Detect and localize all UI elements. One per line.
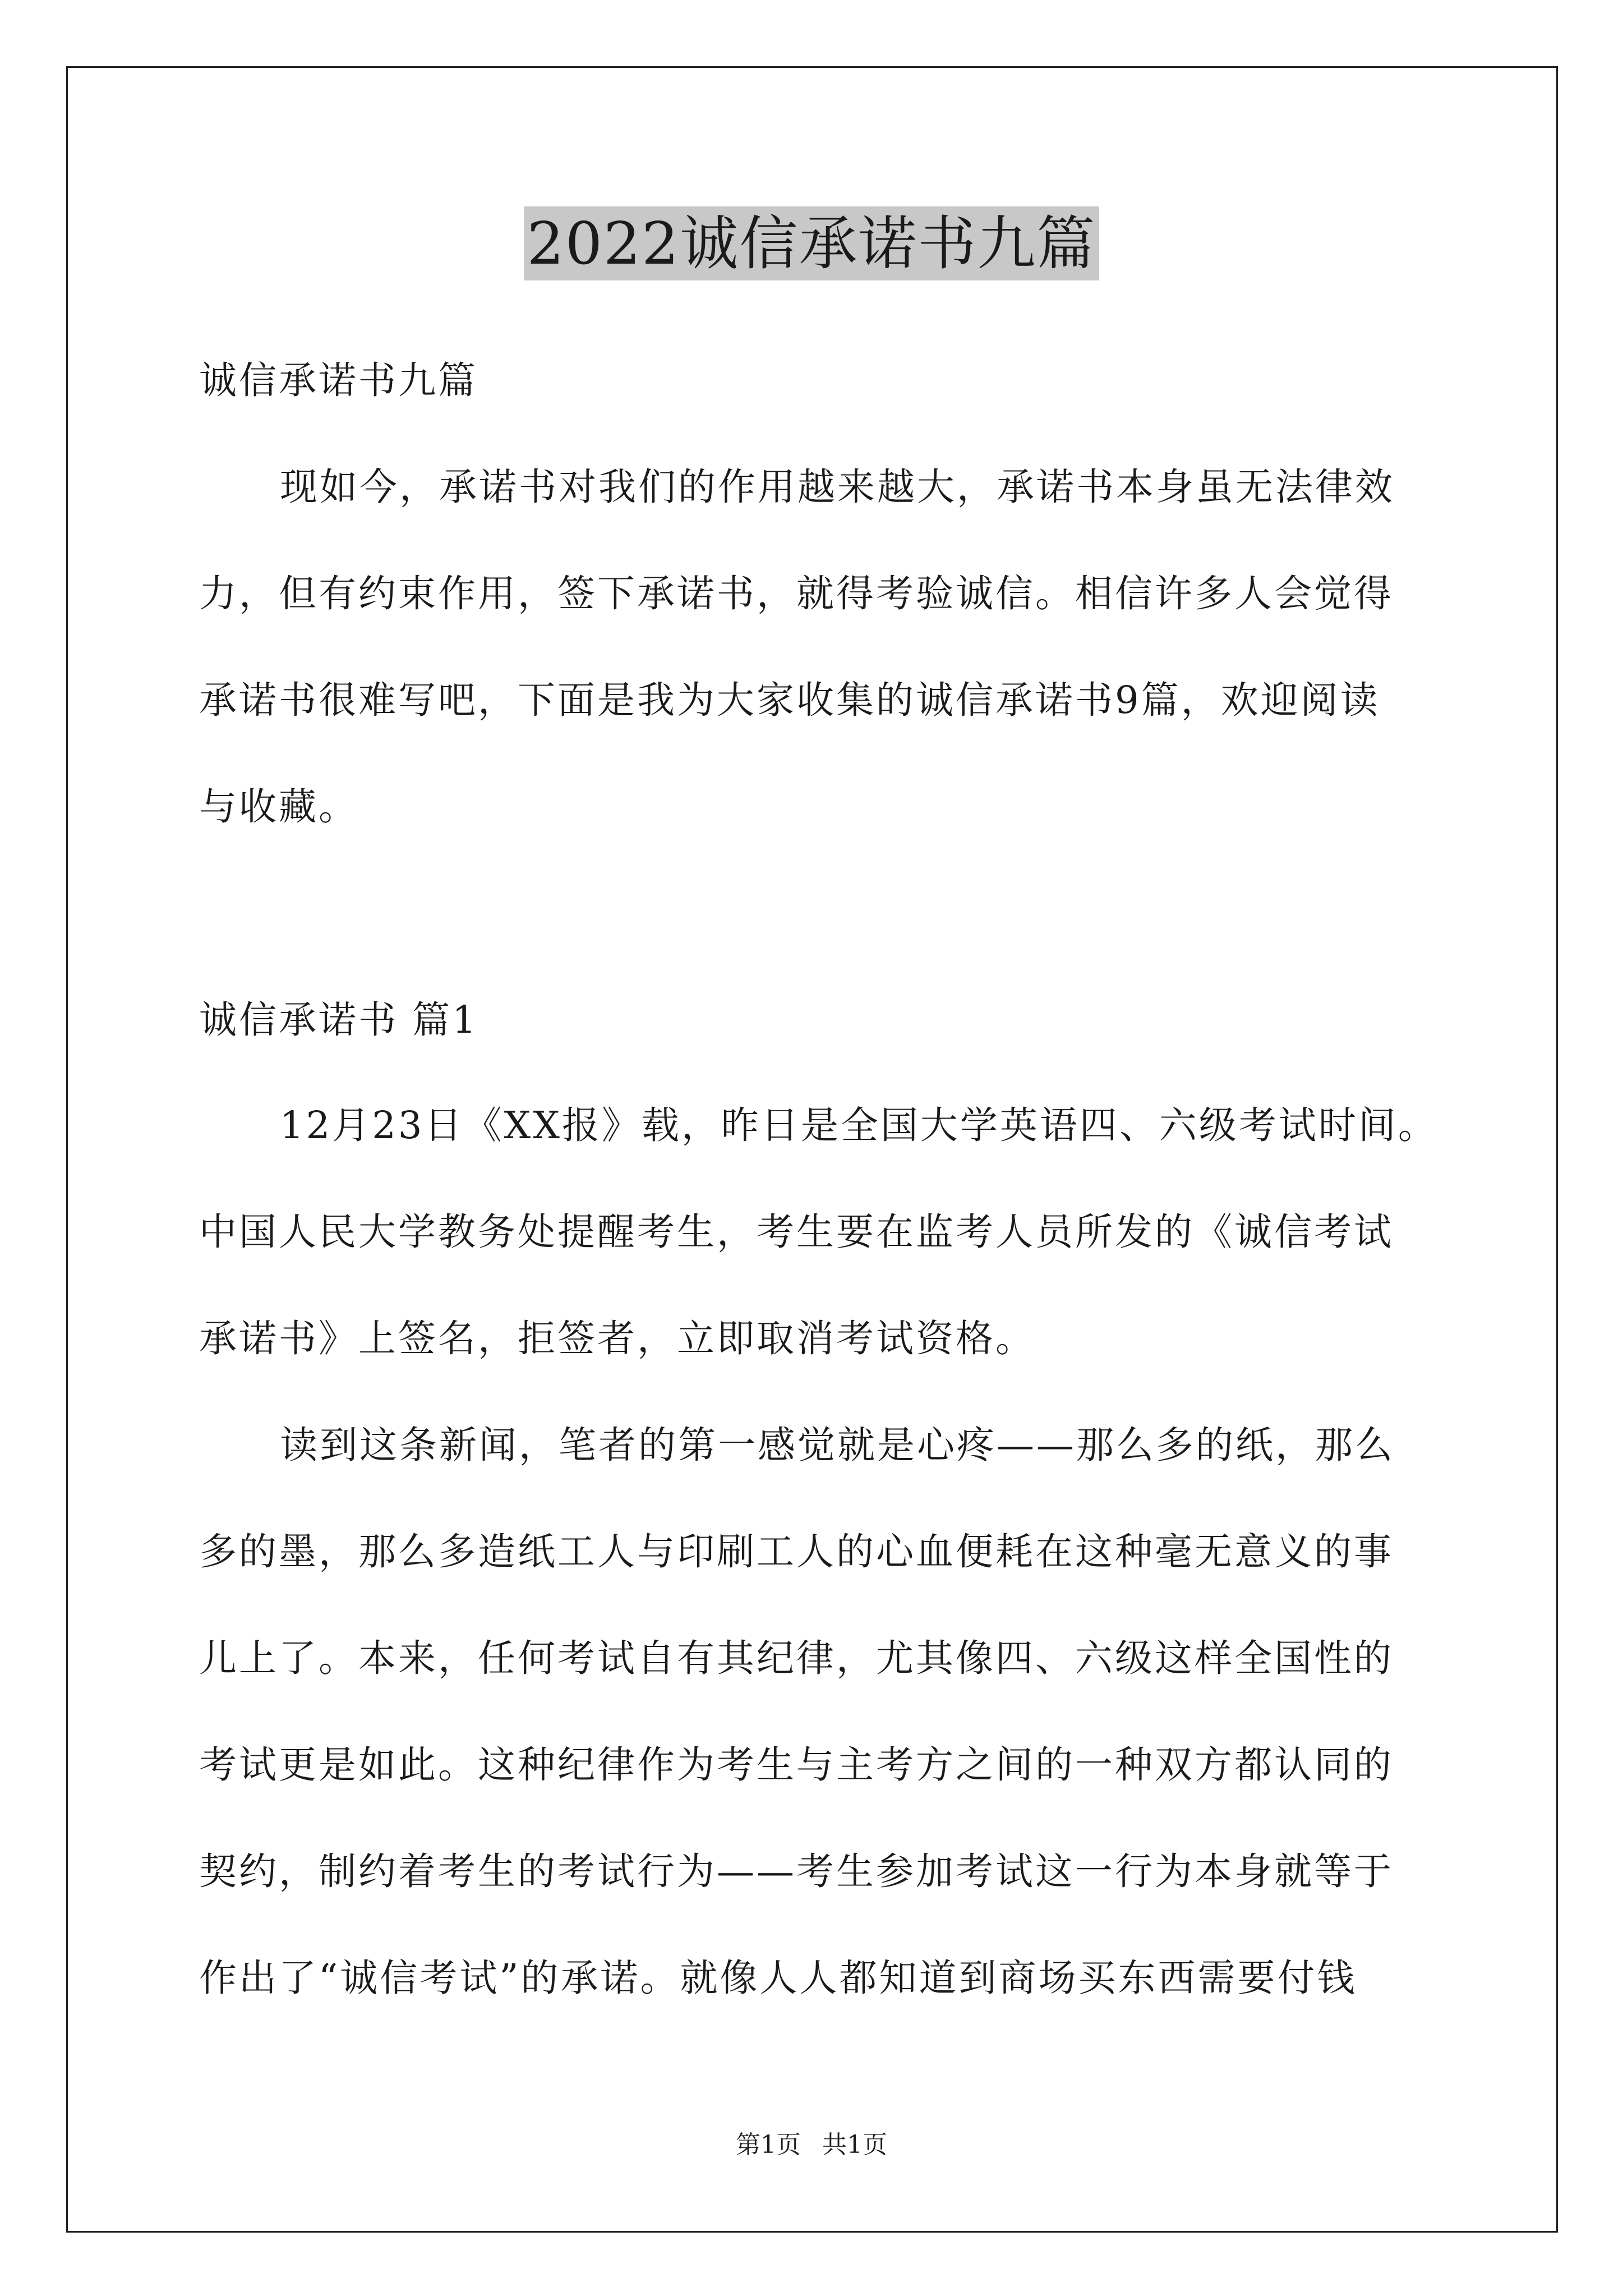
- paragraph-line: 读到这条新闻，笔者的第一感觉就是心疼——那么多的纸，那么: [280, 1423, 1395, 1467]
- title-container: [0, 206, 1623, 280]
- paragraph-line: 承诺书》上签名，拒签者，立即取消考试资格。: [199, 1317, 1035, 1360]
- paragraph-line: 中国人民大学教务处提醒考生，考生要在监考人员所发的《诚信考试: [199, 1210, 1394, 1254]
- page-total: 共1页: [822, 2131, 887, 2159]
- section-heading: 诚信承诺书 篇1: [199, 998, 478, 1042]
- intro-line: 现如今，承诺书对我们的作用越来越大，承诺书本身虽无法律效: [280, 465, 1395, 509]
- paragraph-line: 契约，制约着考生的考试行为——考生参加考试这一行为本身就等于: [199, 1849, 1394, 1893]
- page-number: 第1页: [736, 2131, 801, 2159]
- paragraph-line: 作出了“诚信考试”的承诺。就像人人都知道到商场买东西需要付钱: [199, 1956, 1357, 2000]
- intro-line: 力，但有约束作用，签下承诺书，就得考验诚信。相信许多人会觉得: [199, 572, 1394, 615]
- page-footer: [0, 2131, 1623, 2160]
- paragraph-line: 考试更是如此。这种纪律作为考生与主考方之间的一种双方都认同的: [199, 1743, 1394, 1787]
- intro-line: 承诺书很难写吧，下面是我为大家收集的诚信承诺书9篇，欢迎阅读: [199, 678, 1380, 722]
- document-title: 2022诚信承诺书九篇: [524, 206, 1100, 280]
- paragraph-line: 多的墨，那么多造纸工人与印刷工人的心血便耗在这种毫无意义的事: [199, 1530, 1394, 1573]
- subtitle: 诚信承诺书九篇: [199, 358, 478, 402]
- intro-line: 与收藏。: [199, 785, 358, 829]
- paragraph-line: 儿上了。本来，任何考试自有其纪律，尤其像四、六级这样全国性的: [199, 1636, 1394, 1680]
- paragraph-line: 12月23日《XX报》载，昨日是全国大学英语四、六级考试时间。: [280, 1103, 1438, 1147]
